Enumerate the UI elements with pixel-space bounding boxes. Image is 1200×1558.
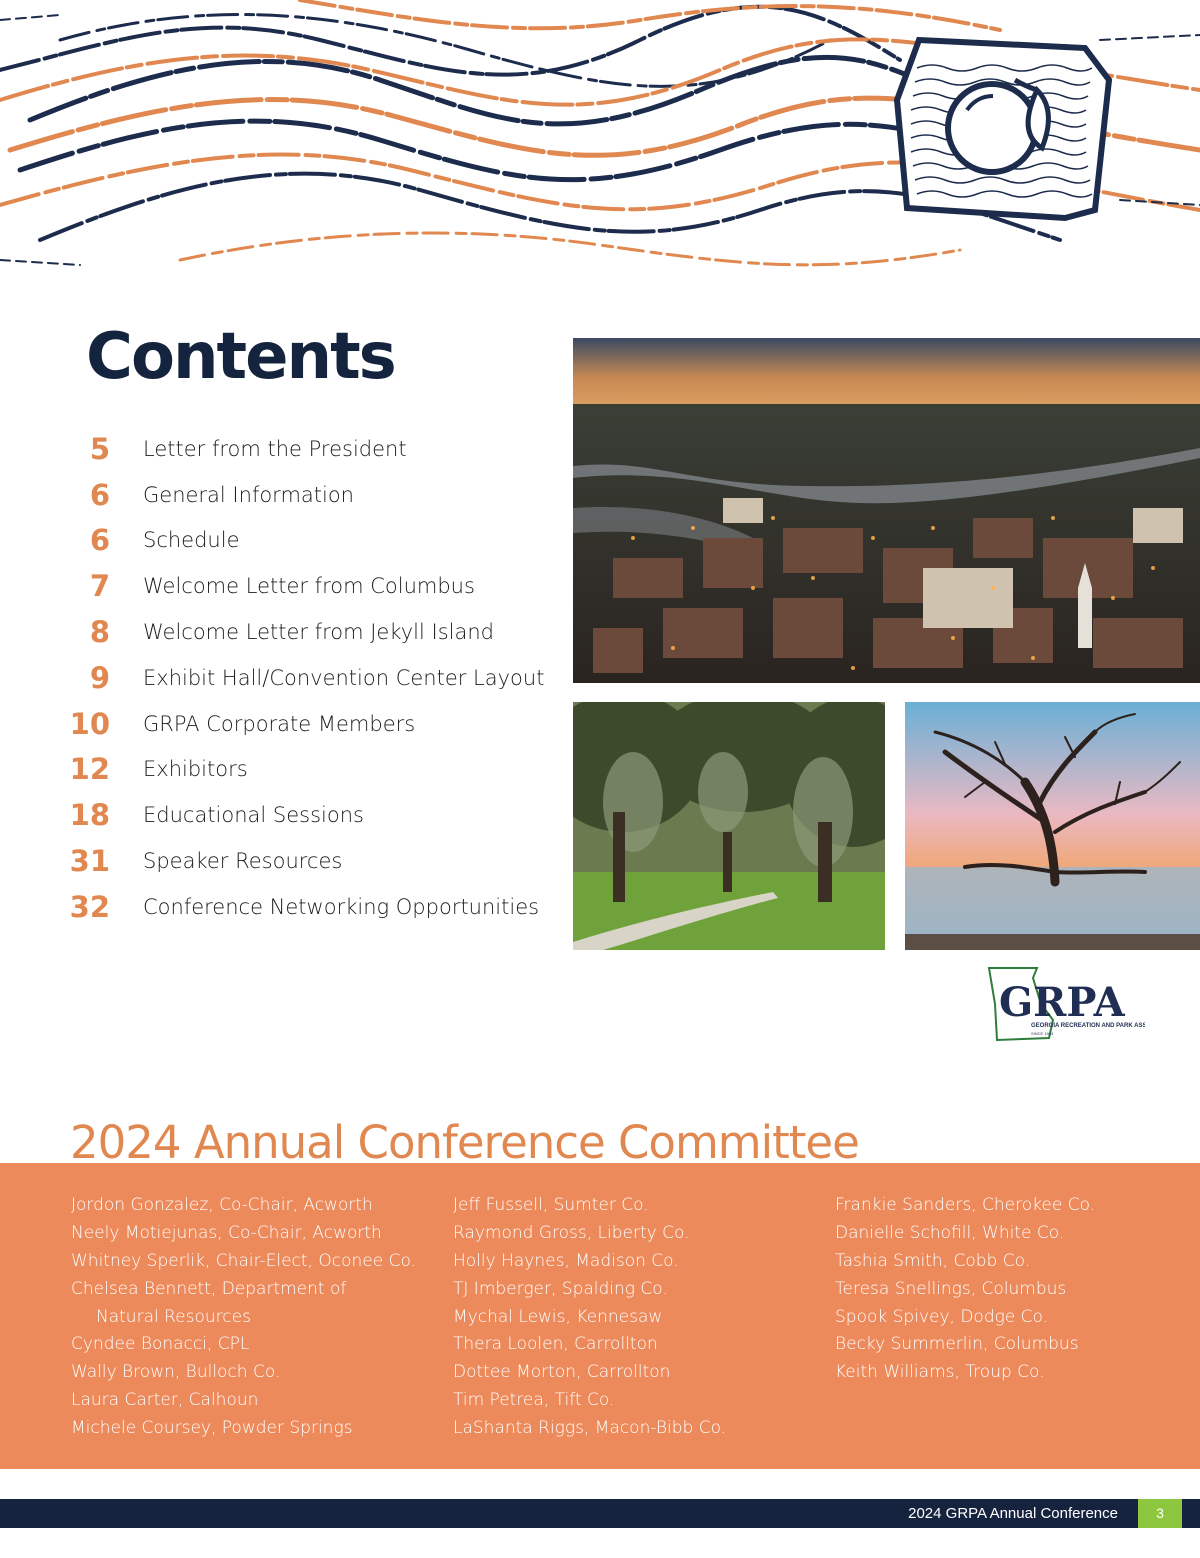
committee-member: Holly Haynes, Madison Co.	[453, 1250, 679, 1271]
committee-member: Becky Summerlin, Columbus	[835, 1334, 1079, 1355]
committee-member: Thera Loolen, Carrollton	[453, 1334, 658, 1355]
toc-label: General Information	[143, 482, 354, 507]
committee-member: Wally Brown, Bulloch Co.	[71, 1362, 281, 1383]
toc-label: GRPA Corporate Members	[143, 711, 416, 736]
toc-page-number: 7	[89, 569, 110, 604]
committee-title: 2024 Annual Conference Committee	[70, 1116, 859, 1169]
logo-since: SINCE 1944	[1031, 1031, 1054, 1036]
toc-entry[interactable]	[60, 472, 560, 518]
toc-entry[interactable]	[60, 792, 560, 838]
footer-bar	[0, 1499, 1200, 1528]
committee-member: LaShanta Riggs, Macon-Bibb Co.	[453, 1418, 727, 1439]
committee-member: Tim Petrea, Tift Co.	[453, 1390, 615, 1411]
committee-member: Jeff Fussell, Sumter Co.	[453, 1195, 649, 1215]
committee-member: Chelsea Bennett, Department of	[71, 1278, 347, 1299]
toc-label: Educational Sessions	[143, 803, 364, 828]
committee-member: Raymond Gross, Liberty Co.	[453, 1222, 690, 1243]
toc-entry[interactable]	[60, 747, 560, 793]
toc-page-number: 6	[89, 523, 110, 558]
toc-page-number: 32	[69, 889, 110, 924]
committee-member: Laura Carter, Calhoun	[71, 1390, 259, 1411]
committee-member: TJ Imberger, Spalding Co.	[453, 1278, 668, 1299]
committee-member: Teresa Snellings, Columbus	[835, 1278, 1067, 1299]
peach-stamp-icon	[897, 40, 1109, 218]
toc-label: Schedule	[143, 528, 240, 553]
toc-page-number: 9	[89, 660, 110, 695]
committee-member: Dottee Morton, Carrollton	[453, 1362, 671, 1383]
toc-label: Welcome Letter from Jekyll Island	[143, 620, 495, 645]
toc-label: Conference Networking Opportunities	[143, 894, 540, 919]
oak-trees-photo	[573, 702, 885, 950]
toc-entry[interactable]	[60, 838, 560, 884]
toc-label: Speaker Resources	[143, 849, 343, 874]
aerial-city-photo	[573, 338, 1200, 683]
table-of-contents	[60, 426, 560, 930]
toc-entry[interactable]	[60, 701, 560, 747]
committee-member: Jordon Gonzalez, Co-Chair, Acworth	[71, 1195, 373, 1215]
committee-member: Mychal Lewis, Kennesaw	[453, 1306, 663, 1327]
toc-page-number: 18	[69, 798, 110, 833]
contents-title: Contents	[86, 320, 395, 394]
toc-entry[interactable]	[60, 609, 560, 655]
committee-member: Spook Spivey, Dodge Co.	[835, 1306, 1049, 1327]
committee-member: Michele Coursey, Powder Springs	[71, 1418, 353, 1439]
footer-text: 2024 GRPA Annual Conference	[908, 1505, 1118, 1522]
committee-member-continued: Natural Resources	[96, 1306, 251, 1327]
toc-page-number: 31	[69, 844, 110, 879]
grpa-logo	[985, 964, 1145, 1044]
committee-member: Keith Williams, Troup Co.	[835, 1362, 1045, 1383]
toc-page-number: 5	[89, 431, 110, 466]
toc-entry[interactable]	[60, 655, 560, 701]
page-number: 3	[1138, 1499, 1182, 1528]
toc-page-number: 12	[69, 752, 110, 787]
committee-member: Tashia Smith, Cobb Co.	[835, 1250, 1031, 1271]
committee-member: Neely Motiejunas, Co-Chair, Acworth	[71, 1222, 382, 1243]
committee-member: Frankie Sanders, Cherokee Co.	[835, 1195, 1096, 1215]
committee-column	[453, 1192, 726, 1443]
toc-entry[interactable]	[60, 884, 560, 930]
committee-member: Danielle Schofill, White Co.	[835, 1222, 1065, 1243]
toc-page-number: 8	[89, 615, 110, 650]
committee-column	[835, 1192, 1095, 1387]
toc-label: Letter from the President	[143, 436, 407, 461]
toc-page-number: 6	[89, 477, 110, 512]
driftwood-tree-photo	[905, 702, 1200, 950]
committee-column	[71, 1192, 416, 1443]
toc-label: Exhibitors	[143, 757, 248, 782]
logo-subtitle: GEORGIA RECREATION AND PARK ASS	[1031, 1023, 1145, 1029]
postmark-header-art	[0, 0, 1200, 300]
committee-member: Cyndee Bonacci, CPL	[71, 1334, 250, 1355]
committee-member: Whitney Sperlik, Chair-Elect, Oconee Co.	[71, 1250, 416, 1271]
toc-label: Exhibit Hall/Convention Center Layout	[143, 665, 545, 690]
toc-label: Welcome Letter from Columbus	[143, 574, 475, 599]
toc-entry[interactable]	[60, 518, 560, 564]
toc-page-number: 10	[69, 706, 110, 741]
toc-entry[interactable]	[60, 426, 560, 472]
logo-wordmark: GRPA	[999, 979, 1125, 1026]
toc-entry[interactable]	[60, 563, 560, 609]
